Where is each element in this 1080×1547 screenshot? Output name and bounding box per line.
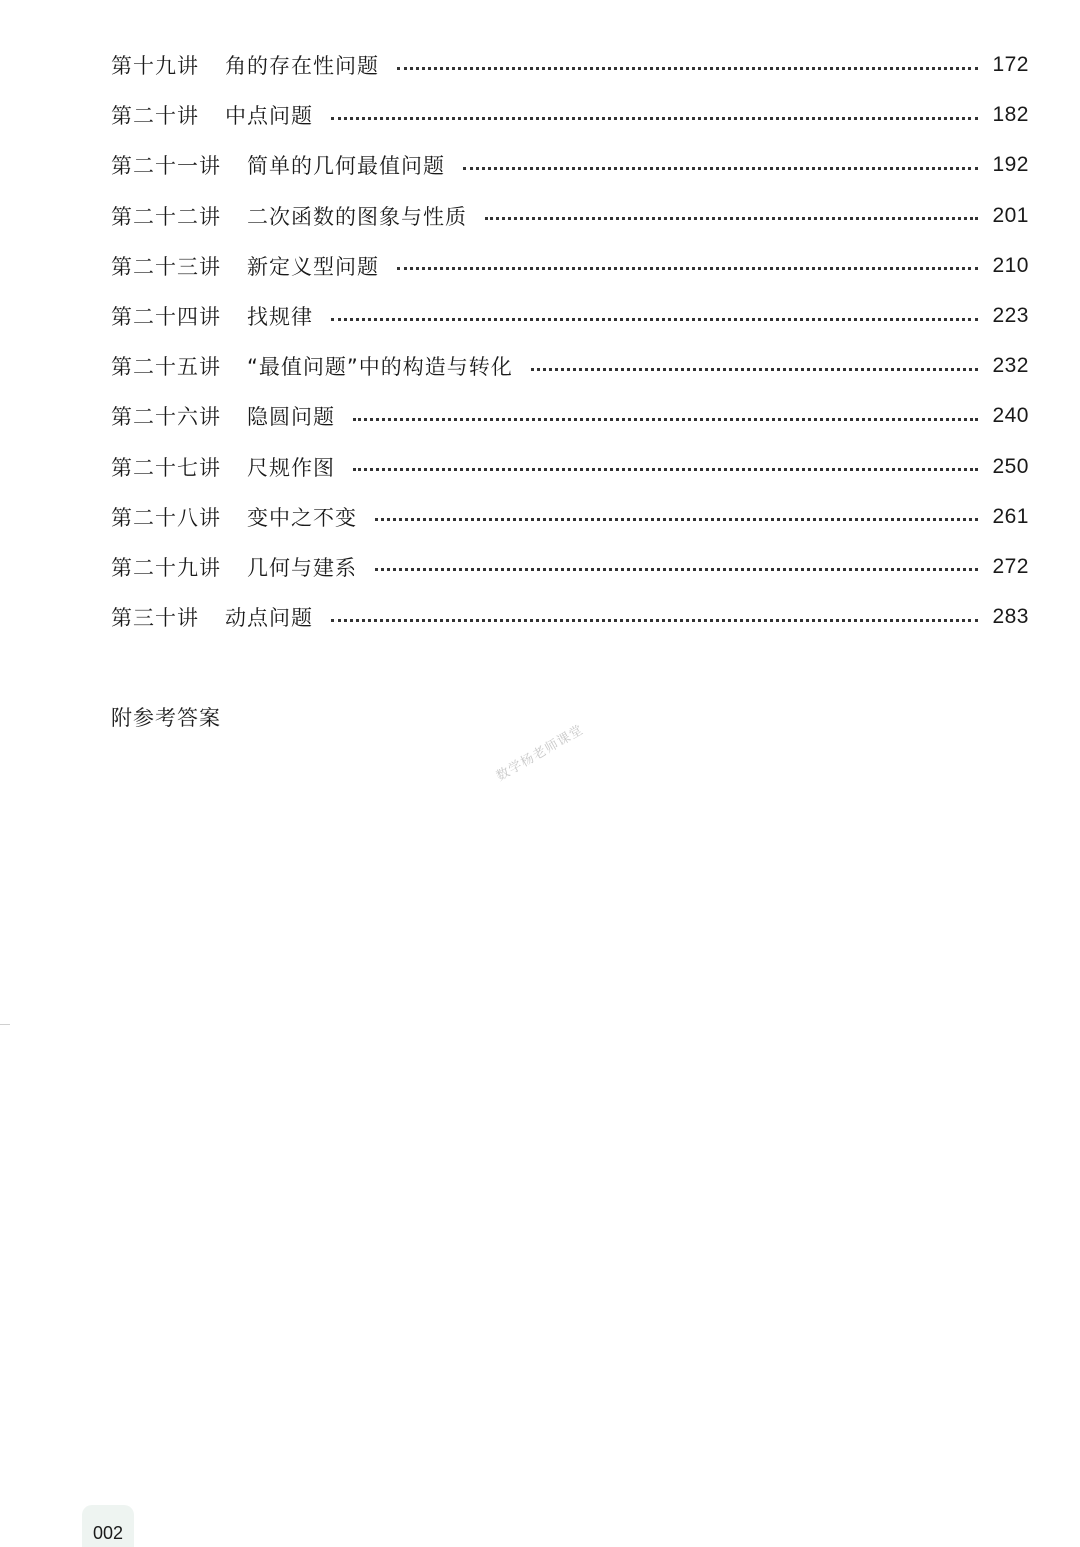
toc-entry — [111, 191, 1029, 241]
lecture-number: 第二十三讲 — [111, 254, 221, 279]
lecture-title: “最值问题”中的构造与转化 — [247, 355, 513, 380]
toc-entry — [111, 140, 1029, 190]
lecture-number: 第二十七讲 — [111, 455, 221, 480]
lecture-number: 第二十二讲 — [111, 204, 221, 229]
page-reference: 201 — [992, 203, 1029, 227]
toc-entry — [111, 291, 1029, 341]
page-reference: 283 — [992, 605, 1029, 629]
lecture-title: 中点问题 — [225, 104, 313, 129]
dot-leader — [353, 466, 978, 471]
page-reference: 210 — [992, 253, 1029, 277]
lecture-number: 第二十八讲 — [111, 505, 221, 530]
dot-leader — [531, 366, 979, 371]
page-reference: 223 — [992, 304, 1029, 328]
lecture-title: 隐圆问题 — [247, 405, 335, 430]
toc-entry — [111, 391, 1029, 441]
lecture-title: 简单的几何最值问题 — [247, 154, 445, 179]
lecture-number: 第二十一讲 — [111, 154, 221, 179]
toc-entry — [111, 542, 1029, 592]
dot-leader — [463, 165, 978, 170]
lecture-number: 第二十六讲 — [111, 405, 221, 430]
lecture-title: 尺规作图 — [247, 455, 335, 480]
lecture-title: 几何与建系 — [247, 555, 357, 580]
page-reference: 232 — [992, 354, 1029, 378]
toc-entry — [111, 90, 1029, 140]
page-reference: 261 — [992, 504, 1029, 528]
page-reference: 172 — [992, 53, 1029, 77]
lecture-number: 第二十五讲 — [111, 355, 221, 380]
lecture-number: 第三十讲 — [111, 606, 199, 631]
dot-leader — [375, 566, 978, 571]
lecture-title: 动点问题 — [225, 606, 313, 631]
lecture-title: 变中之不变 — [247, 505, 357, 530]
dot-leader — [397, 265, 978, 270]
toc-entry — [111, 492, 1029, 542]
lecture-title: 角的存在性问题 — [225, 54, 379, 79]
page-reference: 272 — [992, 554, 1029, 578]
dot-leader — [397, 65, 978, 70]
dot-leader — [331, 316, 978, 321]
toc-entry — [111, 442, 1029, 492]
lecture-number: 第十九讲 — [111, 54, 199, 79]
lecture-title: 二次函数的图象与性质 — [247, 204, 467, 229]
dot-leader — [375, 516, 978, 521]
lecture-title: 找规律 — [247, 305, 313, 330]
toc-entry — [111, 341, 1029, 391]
dot-leader — [331, 115, 978, 120]
page-reference: 192 — [992, 153, 1029, 177]
watermark: 数学杨老师课堂 — [494, 722, 587, 785]
dot-leader — [353, 416, 978, 421]
page-reference: 250 — [992, 454, 1029, 478]
lecture-number: 第二十讲 — [111, 104, 199, 129]
toc-entry — [111, 40, 1029, 90]
scan-margin-mark — [0, 1024, 10, 1025]
lecture-number: 第二十四讲 — [111, 305, 221, 330]
lecture-number: 第二十九讲 — [111, 555, 221, 580]
lecture-title: 新定义型问题 — [247, 254, 379, 279]
dot-leader — [331, 617, 978, 622]
dot-leader — [485, 215, 978, 220]
appendix-heading: 附参考答案 — [111, 706, 221, 730]
page-reference: 240 — [992, 404, 1029, 428]
page-number-tab — [82, 1505, 134, 1547]
page-number: 002 — [93, 1523, 124, 1543]
toc-entry — [111, 241, 1029, 291]
page-reference: 182 — [992, 103, 1029, 127]
toc-entry — [111, 592, 1029, 642]
table-of-contents — [111, 40, 1029, 642]
